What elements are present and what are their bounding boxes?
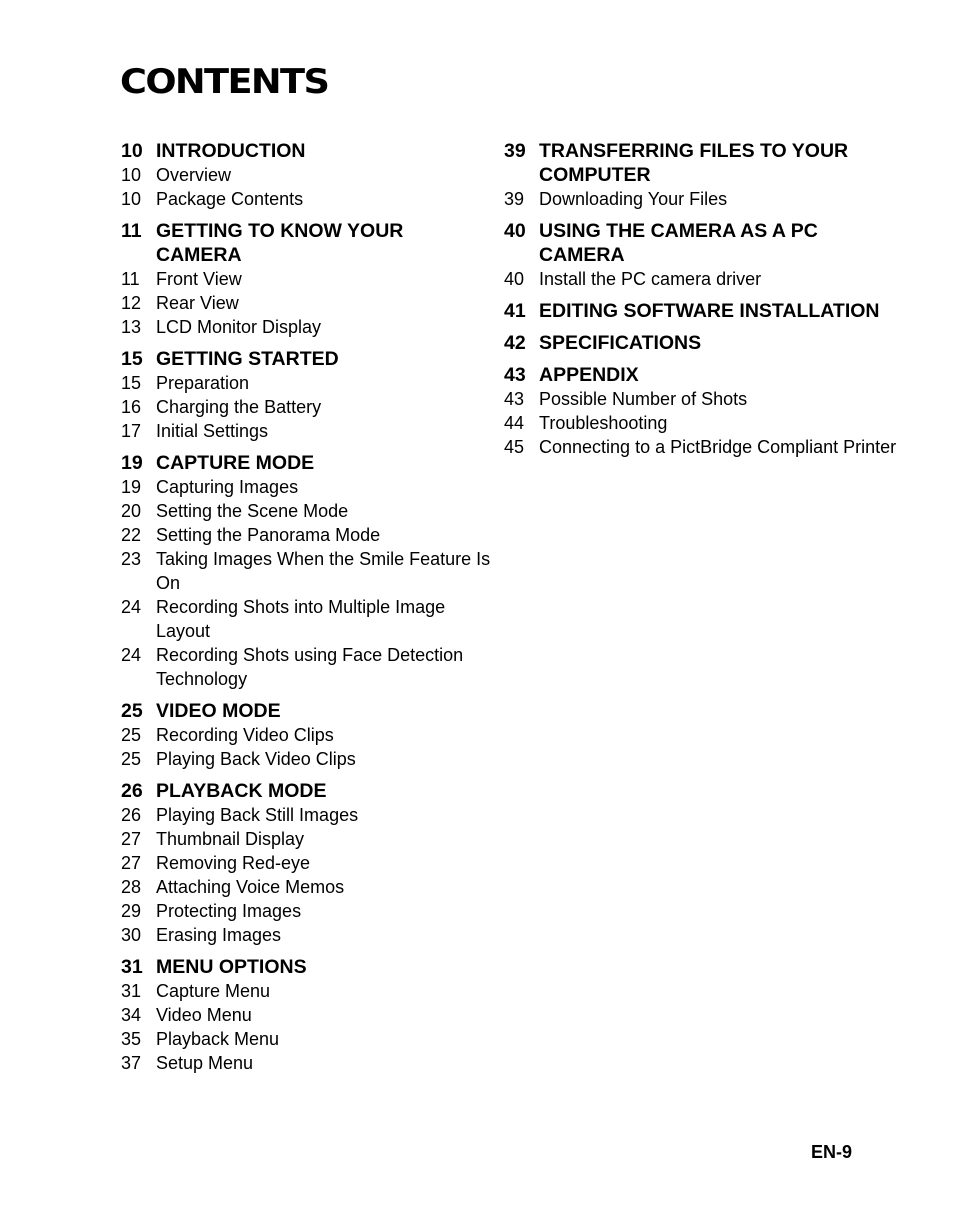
- toc-entry[interactable]: [121, 547, 491, 595]
- entry-label: Recording Shots into Multiple Image Layout: [156, 597, 446, 641]
- entry-label: EDITING SOFTWARE INSTALLATION: [539, 300, 880, 322]
- page-ref: 16: [121, 397, 142, 417]
- entry-label: Attaching Voice Memos: [156, 877, 345, 897]
- entry-label: APPENDIX: [539, 364, 639, 386]
- entry-label: Playing Back Video Clips: [156, 749, 356, 769]
- page-ref: 43: [504, 364, 526, 386]
- toc-entry[interactable]: [121, 827, 491, 851]
- toc-section: [121, 139, 491, 211]
- page-ref: 20: [121, 501, 142, 521]
- toc-entry[interactable]: [121, 499, 491, 523]
- toc-entry[interactable]: [121, 395, 491, 419]
- toc-section: [504, 299, 904, 323]
- entry-label: MENU OPTIONS: [156, 956, 307, 978]
- toc-section: [504, 219, 904, 291]
- toc-entry[interactable]: [121, 163, 491, 187]
- entry-label: Charging the Battery: [156, 397, 322, 417]
- toc-entry[interactable]: [121, 875, 491, 899]
- entry-label: Playback Menu: [156, 1029, 280, 1049]
- toc-entry[interactable]: [121, 267, 491, 291]
- page-ref: 39: [504, 189, 525, 209]
- entry-label: Initial Settings: [156, 421, 269, 441]
- toc-entry[interactable]: [121, 187, 491, 211]
- page-ref: 19: [121, 452, 143, 474]
- page-ref: 11: [121, 269, 140, 289]
- page-ref: 25: [121, 749, 142, 769]
- page-ref: 41: [504, 300, 526, 322]
- page-ref: 37: [121, 1053, 142, 1073]
- page-ref: 10: [121, 140, 143, 162]
- toc-heading[interactable]: [121, 779, 491, 803]
- entry-label: Setting the Panorama Mode: [156, 525, 381, 545]
- toc-section: [121, 347, 491, 443]
- page-ref: 19: [121, 477, 142, 497]
- toc-heading[interactable]: [504, 139, 904, 187]
- toc-entry[interactable]: [121, 291, 491, 315]
- page-ref: 28: [121, 877, 142, 897]
- page-ref: 25: [121, 725, 142, 745]
- entry-label: Preparation: [156, 373, 250, 393]
- page-ref: 44: [504, 413, 525, 433]
- toc-entry[interactable]: [121, 595, 491, 643]
- page-ref: 10: [121, 189, 142, 209]
- toc-section: [504, 331, 904, 355]
- toc-heading[interactable]: [121, 699, 491, 723]
- toc-entry[interactable]: [121, 523, 491, 547]
- page-ref: 30: [121, 925, 142, 945]
- toc-entry[interactable]: [121, 1051, 491, 1075]
- page-ref: 34: [121, 1005, 142, 1025]
- entry-label: Capture Menu: [156, 981, 271, 1001]
- toc-entry[interactable]: [121, 1027, 491, 1051]
- entry-label: Protecting Images: [156, 901, 302, 921]
- page-ref: 15: [121, 348, 143, 370]
- page-ref: 40: [504, 220, 526, 242]
- toc-column-left: [121, 139, 491, 1083]
- entry-label: Playing Back Still Images: [156, 805, 359, 825]
- entry-label: Rear View: [156, 293, 239, 313]
- toc-section: [504, 363, 904, 459]
- toc-entry[interactable]: [504, 267, 904, 291]
- toc-heading[interactable]: [504, 299, 904, 323]
- toc-heading[interactable]: [121, 451, 491, 475]
- page-ref: 15: [121, 373, 142, 393]
- page-ref: 40: [504, 269, 525, 289]
- entry-label: Capturing Images: [156, 477, 299, 497]
- page-ref: 12: [121, 293, 142, 313]
- toc-entry[interactable]: [504, 435, 904, 459]
- entry-label: Thumbnail Display: [156, 829, 305, 849]
- toc-section: [121, 699, 491, 771]
- entry-label: Overview: [156, 165, 232, 185]
- page-ref: 26: [121, 780, 143, 802]
- entry-label: Video Menu: [156, 1005, 252, 1025]
- toc-entry[interactable]: [504, 187, 904, 211]
- toc-heading[interactable]: [504, 363, 904, 387]
- page-ref: 35: [121, 1029, 142, 1049]
- toc-entry[interactable]: [121, 899, 491, 923]
- page-ref: 23: [121, 549, 142, 569]
- toc-heading[interactable]: [121, 219, 491, 267]
- toc-entry[interactable]: [121, 643, 491, 691]
- toc-entry[interactable]: [121, 315, 491, 339]
- page-ref: 31: [121, 981, 142, 1001]
- toc-entry[interactable]: [504, 411, 904, 435]
- toc-section: [121, 219, 491, 339]
- page-ref: 24: [121, 597, 142, 617]
- entry-label: LCD Monitor Display: [156, 317, 322, 337]
- page-ref: 24: [121, 645, 142, 665]
- page-title: CONTENTS: [120, 62, 329, 102]
- entry-label: Recording Shots using Face Detection Technology: [156, 645, 464, 689]
- page-ref: 17: [121, 421, 142, 441]
- entry-label: Troubleshooting: [539, 413, 668, 433]
- page-ref: 29: [121, 901, 142, 921]
- toc-section: [504, 139, 904, 211]
- page-ref: 25: [121, 700, 143, 722]
- entry-label: CAPTURE MODE: [156, 452, 315, 474]
- toc-section: [121, 451, 491, 691]
- entry-label: GETTING STARTED: [156, 348, 339, 370]
- toc-entry[interactable]: [121, 923, 491, 947]
- toc-entry[interactable]: [121, 803, 491, 827]
- toc-entry[interactable]: [121, 1003, 491, 1027]
- toc-entry[interactable]: [121, 723, 491, 747]
- toc-heading[interactable]: [121, 347, 491, 371]
- entry-label: Install the PC camera driver: [539, 269, 762, 289]
- toc-entry[interactable]: [121, 747, 491, 771]
- page-ref: 26: [121, 805, 142, 825]
- page-ref: 39: [504, 140, 526, 162]
- page-ref: 31: [121, 956, 143, 978]
- page-ref: 27: [121, 829, 142, 849]
- page-ref: 43: [504, 389, 525, 409]
- entry-label: Front View: [156, 269, 242, 289]
- toc-heading[interactable]: [121, 955, 491, 979]
- toc-column-right: [504, 139, 904, 467]
- page-ref: 27: [121, 853, 142, 873]
- entry-label: TRANSFERRING FILES TO YOUR COMPUTER: [539, 140, 849, 186]
- page-ref: 13: [121, 317, 142, 337]
- toc-entry[interactable]: [504, 387, 904, 411]
- page-number: EN-9: [810, 1142, 852, 1162]
- toc-section: [121, 779, 491, 947]
- entry-label: VIDEO MODE: [156, 700, 281, 722]
- entry-label: INTRODUCTION: [156, 140, 306, 162]
- page-ref: 45: [504, 437, 525, 457]
- page-ref: 10: [121, 165, 142, 185]
- entry-label: SPECIFICATIONS: [539, 332, 702, 354]
- entry-label: Taking Images When the Smile Feature Is On: [156, 549, 491, 593]
- toc-entry[interactable]: [121, 475, 491, 499]
- toc-entry[interactable]: [121, 979, 491, 1003]
- entry-label: Connecting to a PictBridge Compliant Printer: [539, 437, 897, 457]
- toc-entry[interactable]: [121, 419, 491, 443]
- entry-label: Erasing Images: [156, 925, 282, 945]
- entry-label: Setup Menu: [156, 1053, 254, 1073]
- entry-label: Removing Red-eye: [156, 853, 311, 873]
- page-ref: 42: [504, 332, 526, 354]
- toc-heading[interactable]: [121, 139, 491, 163]
- toc-section: [121, 955, 491, 1075]
- toc-entry[interactable]: [121, 851, 491, 875]
- entry-label: USING THE CAMERA AS A PC CAMERA: [539, 220, 818, 266]
- entry-label: Package Contents: [156, 189, 304, 209]
- page-ref: 22: [121, 525, 142, 545]
- toc-entry[interactable]: [121, 371, 491, 395]
- toc-heading[interactable]: [504, 219, 904, 267]
- entry-label: Recording Video Clips: [156, 725, 334, 745]
- entry-label: Setting the Scene Mode: [156, 501, 349, 521]
- entry-label: Possible Number of Shots: [539, 389, 748, 409]
- toc-heading[interactable]: [504, 331, 904, 355]
- entry-label: PLAYBACK MODE: [156, 780, 327, 802]
- entry-label: Downloading Your Files: [539, 189, 728, 209]
- page-ref: 11: [121, 220, 142, 242]
- entry-label: GETTING TO KNOW YOUR CAMERA: [156, 220, 404, 266]
